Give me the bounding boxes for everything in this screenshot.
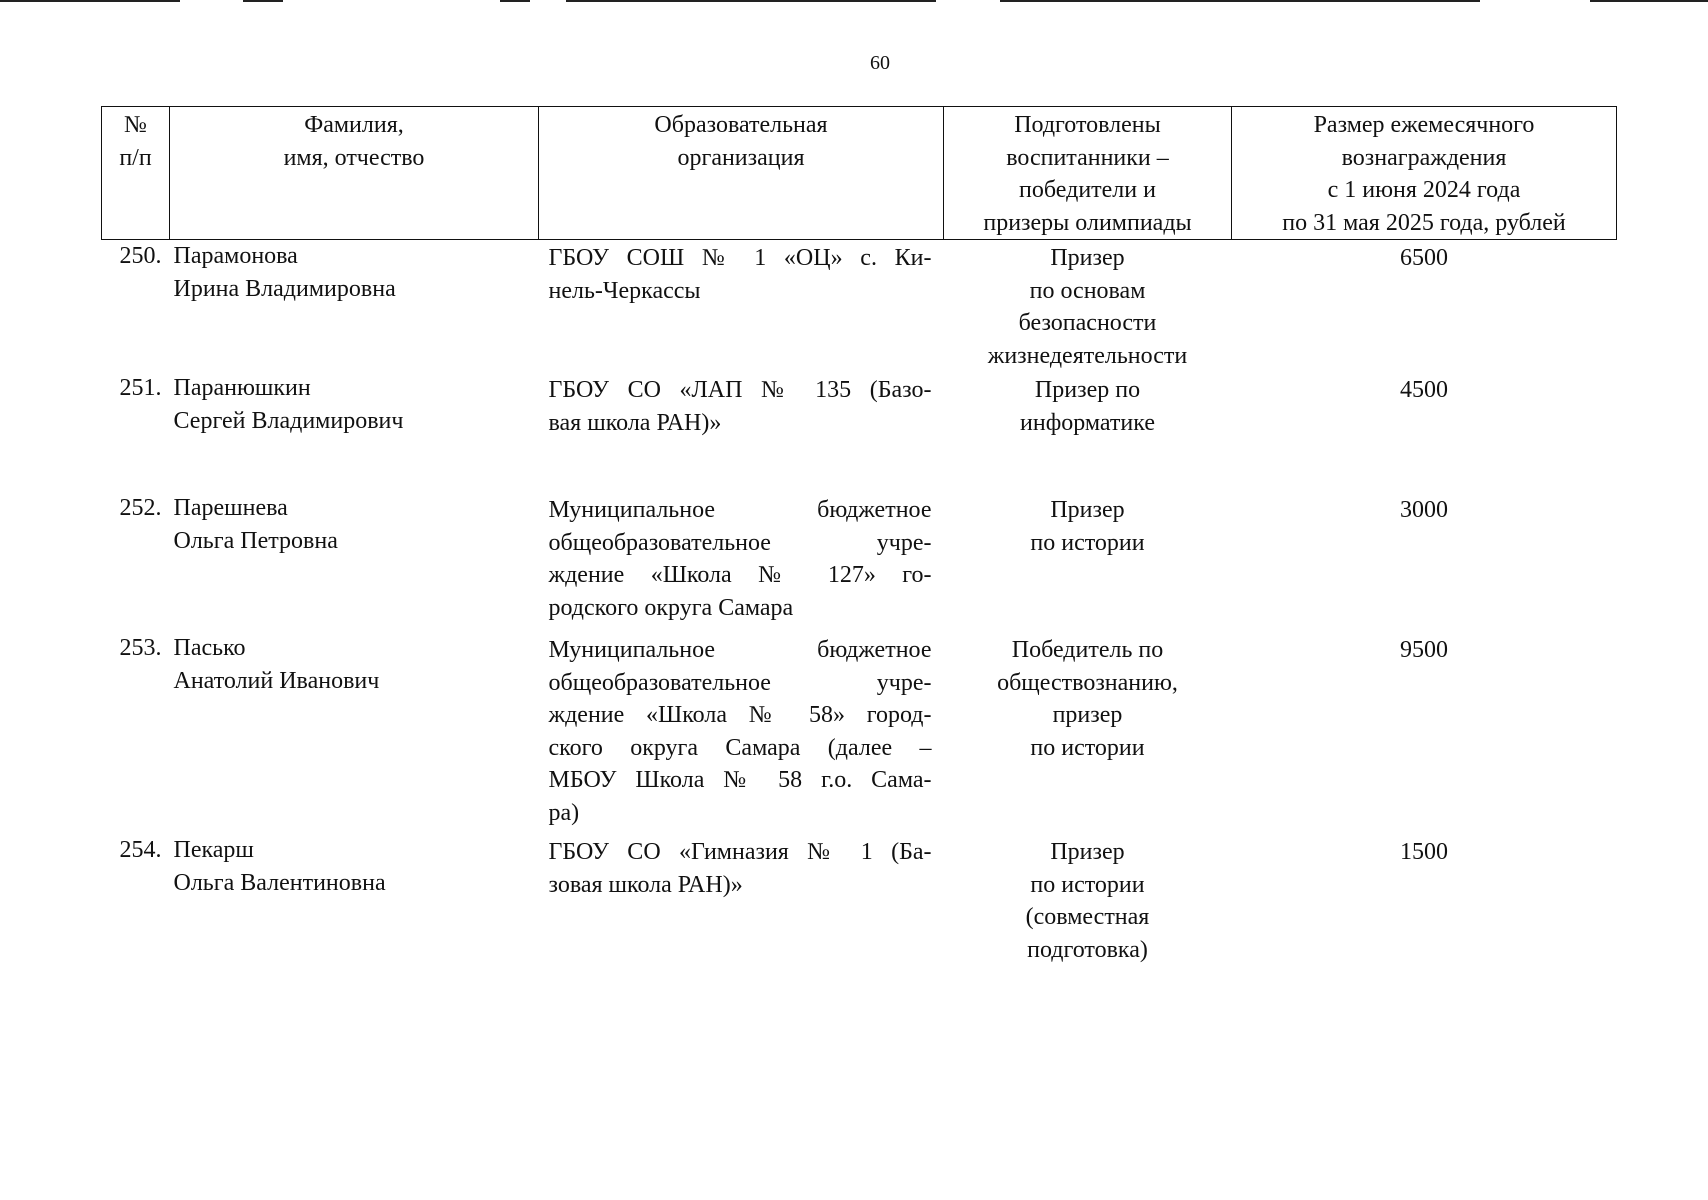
olympiad-result-line: Призер	[1050, 839, 1125, 865]
olympiad-result-line: по истории	[1030, 871, 1145, 898]
organization-line: МБОУ Школа № 58 г.о. Сама-	[548, 767, 932, 793]
header-line: с 1 июня 2024 года	[1327, 177, 1521, 203]
row-number: 253.	[119, 635, 162, 661]
organization-line: Муниципальное бюджетное	[548, 637, 932, 663]
olympiad-result-line: безопасности	[1018, 310, 1157, 336]
organization-line: ра)	[548, 799, 580, 826]
olympiad-result-line: по основам	[1029, 277, 1146, 304]
olympiad-result	[944, 372, 1232, 492]
header-line: вознаграждения	[1341, 144, 1507, 171]
header-number	[102, 107, 170, 240]
table-header-row	[102, 107, 1617, 240]
organization	[539, 492, 944, 632]
organization-line: родского округа Самара	[548, 594, 794, 621]
person-name-line: Сергей Владимирович	[173, 407, 404, 434]
person-name-line: Ольга Валентиновна	[173, 869, 386, 896]
olympiad-result	[944, 492, 1232, 632]
header-line: Размер ежемесячного	[1313, 112, 1535, 138]
table-row	[102, 834, 1617, 966]
award-amount: 9500	[1400, 637, 1448, 663]
olympiad-result-line: Призер	[1050, 245, 1125, 271]
person-name	[170, 632, 539, 834]
organization-line: нель-Черкассы	[548, 277, 701, 304]
header-line: Подготовлены	[1014, 112, 1161, 138]
organization-line: ГБОУ СОШ № 1 «ОЦ» с. Ки-	[548, 245, 932, 271]
person-name	[170, 240, 539, 373]
organization-line: ского округа Самара (далее –	[548, 734, 932, 761]
header-line: воспитанники –	[1006, 144, 1169, 171]
table-row	[102, 492, 1617, 632]
header-line: №	[124, 112, 147, 138]
person-name	[170, 372, 539, 492]
header-name	[170, 107, 539, 240]
scan-edge-marks	[0, 0, 1708, 3]
row-number: 254.	[119, 837, 162, 863]
organization-line: ГБОУ СО «ЛАП № 135 (Базо-	[548, 377, 932, 403]
person-name-line: Пекарш	[173, 837, 254, 863]
organization	[539, 240, 944, 373]
header-prepared	[944, 107, 1232, 240]
header-line: организация	[677, 144, 805, 171]
row-number: 251.	[119, 375, 162, 401]
table-row	[102, 240, 1617, 373]
header-line: Фамилия,	[304, 112, 404, 138]
olympiad-result-line: подготовка)	[1027, 936, 1148, 963]
olympiad-result	[944, 632, 1232, 834]
header-line: победители и	[1019, 177, 1156, 203]
header-line: по 31 мая 2025 года, рублей	[1282, 209, 1566, 236]
organization-line: ГБОУ СО «Гимназия № 1 (Ба-	[548, 839, 932, 865]
person-name-line: Пасько	[173, 635, 246, 661]
award-amount: 4500	[1400, 377, 1448, 403]
person-name-line: Анатолий Иванович	[173, 667, 380, 694]
table-row	[102, 372, 1617, 492]
header-line: призеры олимпиады	[983, 209, 1192, 236]
award-amount: 1500	[1400, 839, 1448, 865]
organization-line: ждение «Школа № 127» го-	[548, 562, 932, 588]
organization-line: ждение «Школа № 58» город-	[548, 702, 932, 728]
olympiad-result-line: по истории	[1030, 529, 1145, 556]
header-line: Образовательная	[654, 112, 828, 138]
organization-line: общеобразовательное учре-	[548, 529, 932, 556]
organization-line: вая школа РАН)»	[548, 409, 722, 436]
person-name-line: Парешнева	[173, 495, 288, 521]
olympiad-result-line: обществознанию,	[997, 669, 1178, 696]
person-name-line: Ольга Петровна	[173, 527, 338, 554]
olympiad-result	[944, 834, 1232, 966]
person-name-line: Ирина Владимировна	[173, 275, 396, 302]
olympiad-result-line: Призер по	[1034, 377, 1141, 403]
header-line: п/п	[119, 144, 152, 171]
olympiad-result-line: призер	[1052, 702, 1123, 728]
olympiad-result-line: информатике	[1020, 409, 1155, 436]
award-amount: 3000	[1400, 497, 1448, 523]
person-name-line: Парамонова	[173, 243, 298, 269]
organization-line: Муниципальное бюджетное	[548, 497, 932, 523]
header-line: имя, отчество	[283, 144, 425, 171]
person-name	[170, 834, 539, 966]
page-number: 60	[870, 52, 890, 74]
row-number: 252.	[119, 495, 162, 521]
organization	[539, 834, 944, 966]
header-amount	[1232, 107, 1617, 240]
awards-table	[101, 106, 1617, 966]
table-row	[102, 632, 1617, 834]
header-organization	[539, 107, 944, 240]
olympiad-result-line: (совместная	[1025, 904, 1150, 930]
olympiad-result-line: жизнедеятельности	[987, 342, 1188, 369]
person-name	[170, 492, 539, 632]
olympiad-result	[944, 240, 1232, 373]
organization-line: зовая школа РАН)»	[548, 871, 743, 898]
organization	[539, 632, 944, 834]
award-amount: 6500	[1400, 245, 1448, 271]
organization	[539, 372, 944, 492]
olympiad-result-line: Победитель по	[1011, 637, 1164, 663]
person-name-line: Паранюшкин	[173, 375, 311, 401]
olympiad-result-line: Призер	[1050, 497, 1125, 523]
organization-line: общеобразовательное учре-	[548, 669, 932, 696]
row-number: 250.	[119, 243, 162, 269]
olympiad-result-line: по истории	[1030, 734, 1145, 761]
